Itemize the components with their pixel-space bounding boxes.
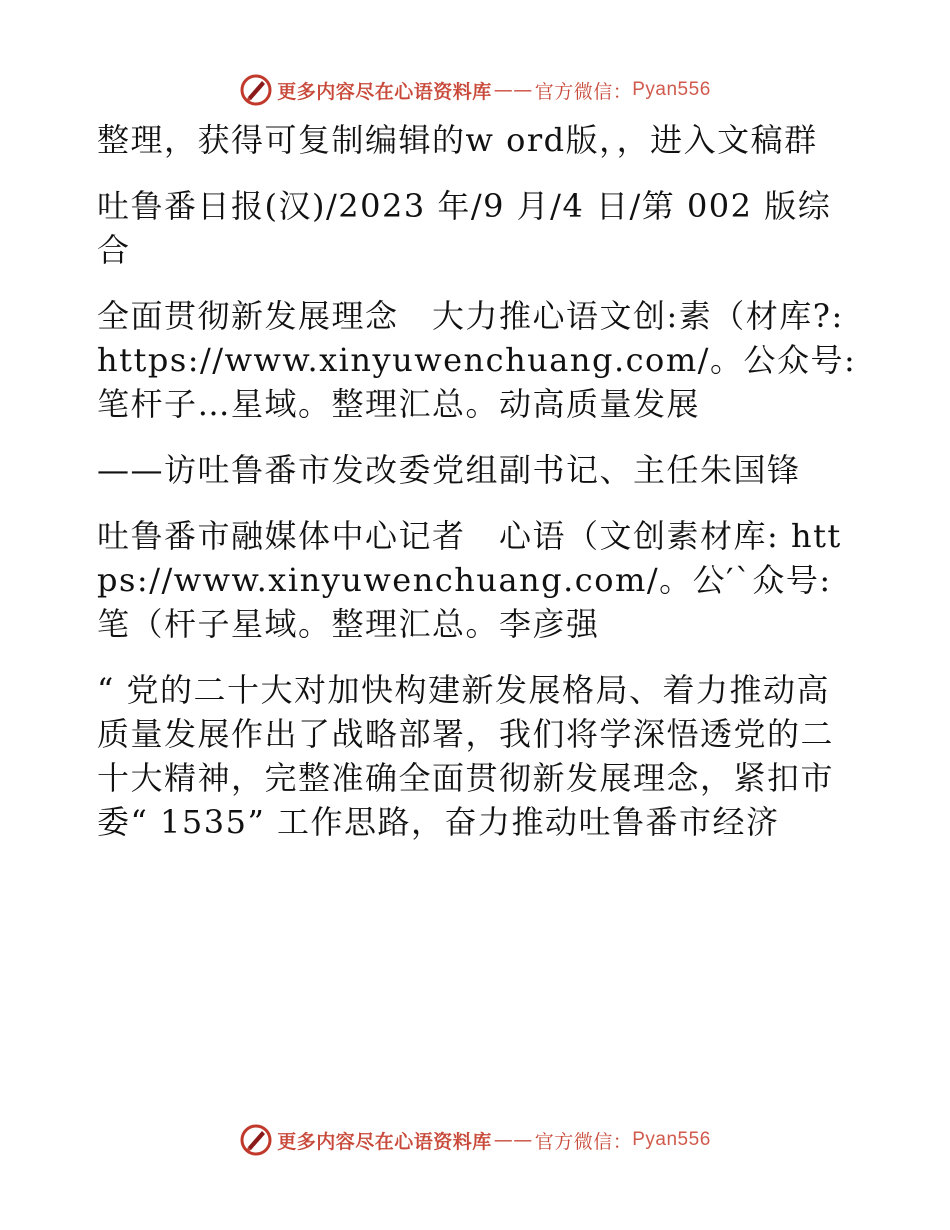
- article-title: 全面贯彻新发展理念 大力推心语文创:素（材库?: https://www.xinyuwenchuang.com/。公众号: 笔杆子…星域。整理汇总。动高质量发展: [97, 297, 857, 423]
- banner-wechat-label: 官方微信：: [534, 1130, 633, 1153]
- article-subtitle: ——访吐鲁番市发改委党组副书记、主任朱国锋: [97, 451, 801, 489]
- banner-dash: ——: [493, 1129, 533, 1151]
- banner-wechat-label: 官方微信：: [534, 80, 633, 103]
- banner-wechat-id: Pyan556: [632, 1129, 711, 1150]
- paragraph-source: 吐鲁番日报(汉)/2023 年/9 月/4 日/第 002 版综合: [97, 187, 832, 269]
- paragraph-intro: 整理，获得可复制编辑的w ord版，，进入文稿群: [97, 121, 818, 159]
- header-banner: [0, 70, 950, 110]
- brand-logo-icon: [239, 73, 273, 107]
- article-byline: 吐鲁番市融媒体中心记者 心语（文创素材库: https://www.xinyuwenchuang.com/。公′`众号: 笔（杆子星域。整理汇总。李彦强: [97, 517, 842, 643]
- paragraph-body: “ 党的二十大对加快构建新发展格局、着力推动高质量发展作出了战略部署，我们将学深悟透党的二十大精神，完整准确全面贯彻新发展理念，紧扣市委“ 1535” 工作思路，奋力推动吐鲁番市经济: [97, 671, 835, 841]
- brand-logo-icon: [239, 1123, 273, 1157]
- banner-wechat-id: Pyan556: [632, 79, 711, 100]
- banner-site-name: 更多内容尽在心语资料库: [277, 80, 492, 103]
- footer-banner: [0, 1120, 950, 1160]
- banner-site-name: 更多内容尽在心语资料库: [277, 1130, 492, 1153]
- banner-dash: ——: [493, 79, 533, 101]
- document-body: [97, 118, 857, 844]
